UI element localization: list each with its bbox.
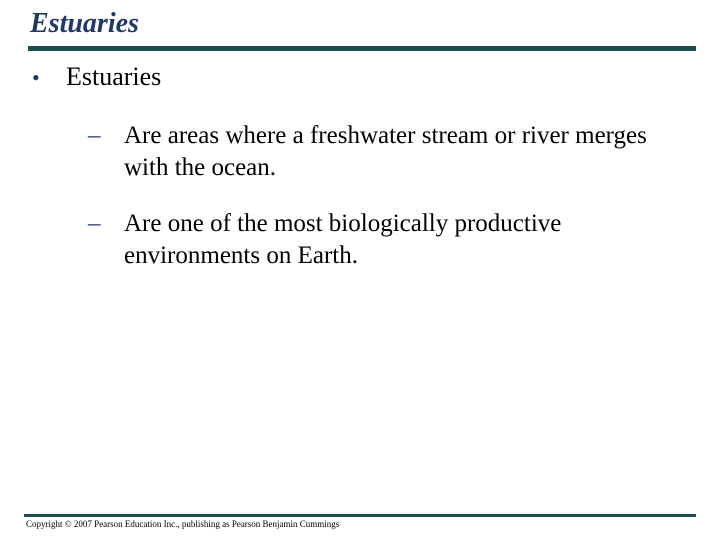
sub-bullet-marker: –	[88, 122, 101, 149]
footer-divider	[24, 514, 696, 517]
bullet-text: Estuaries	[66, 62, 162, 91]
copyright-footer: Copyright © 2007 Pearson Education Inc., publishing as Pearson Benjamin Cummings	[26, 519, 340, 529]
sub-bullet-item	[88, 120, 668, 184]
bullet-marker: •	[32, 65, 40, 90]
sub-bullet-marker: –	[88, 210, 101, 237]
bullet-item	[32, 62, 161, 92]
slide-title: Estuaries	[30, 8, 139, 39]
sub-bullet-item	[88, 208, 668, 272]
title-divider	[28, 46, 696, 51]
sub-bullet-text: Are one of the most biologically productive environments on Earth.	[124, 210, 562, 269]
sub-bullet-text: Are areas where a freshwater stream or river merges with the ocean.	[124, 122, 647, 181]
